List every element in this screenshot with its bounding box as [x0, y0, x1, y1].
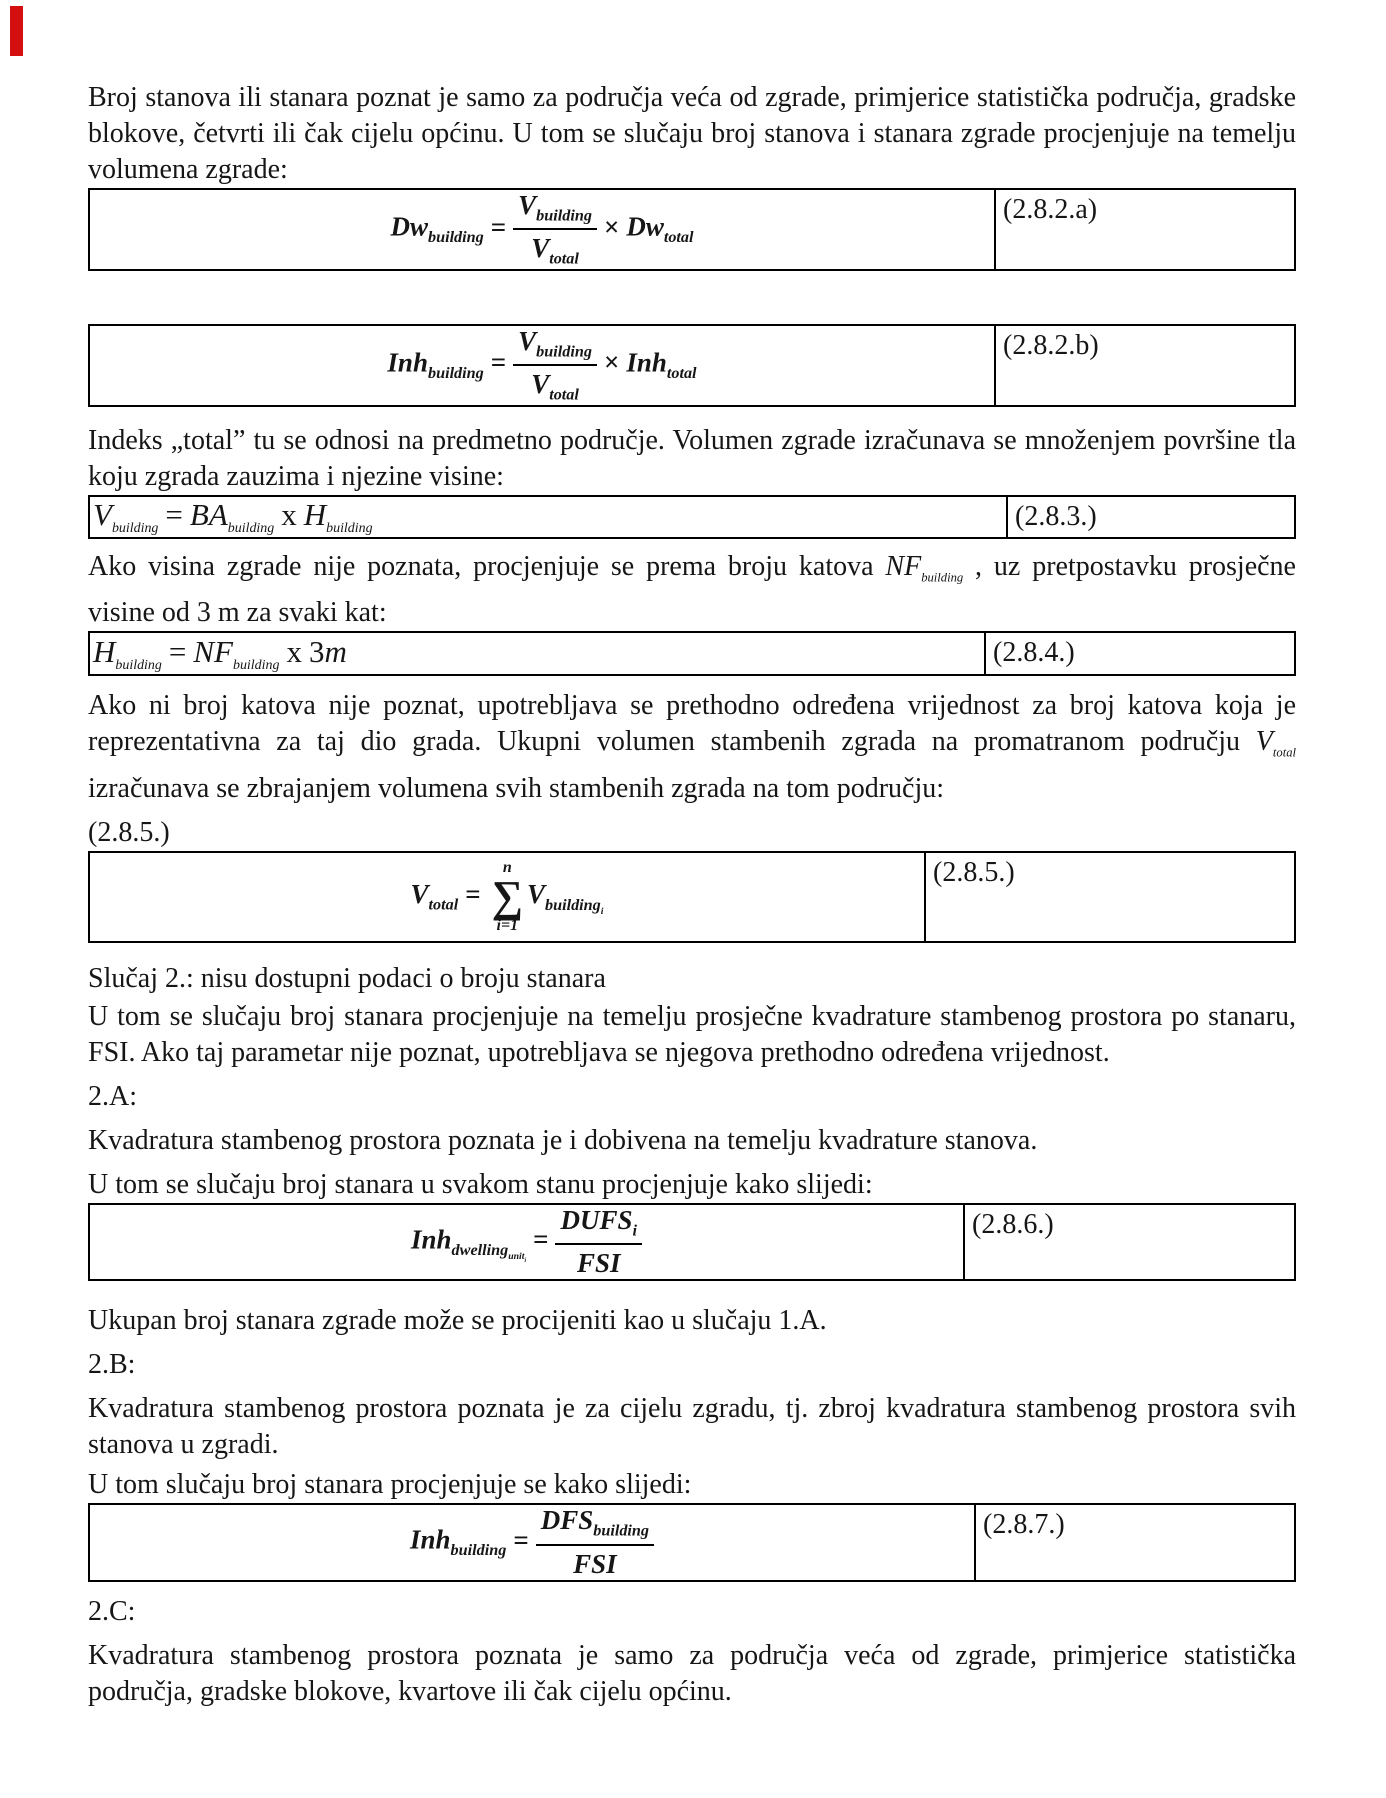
text-segment: , uz pretpostavku prosječne visine od 3 m za svaki kat:	[88, 550, 1296, 629]
math-num-sub: building	[593, 1521, 650, 1540]
math-sub: total	[1272, 745, 1296, 760]
formula-v-building	[90, 497, 1008, 537]
text-segment: Ako ni broj katova nije poznat, upotrebljava se prethodno određena vrijednost za broj katova koja je reprezentativna za taj dio grada. Ukupni volumen stambenih zgrada na promatranom području	[88, 690, 1296, 758]
equals-sign: =	[533, 1224, 549, 1255]
document-content	[88, 80, 1296, 1710]
equals-sign: =	[168, 633, 187, 669]
math-lhs: Inh	[387, 347, 428, 378]
sum-upper-limit: n	[502, 859, 512, 877]
paragraph-u-tom-slucaju: U tom slučaju broj stanara procjenjuje se kako slijedi:	[88, 1469, 692, 1501]
math-t3-sub: building	[326, 520, 373, 536]
math-num: DUFS	[560, 1204, 633, 1235]
text-segment: izračunava se zbrajanjem volumena svih stambenih zgrada na tom području:	[88, 772, 945, 804]
heading-slucaj-2: Slučaj 2.: nisu dostupni podaci o broju stanara	[88, 962, 606, 994]
math-term-sub	[545, 895, 604, 917]
equals-sign: =	[165, 496, 183, 532]
times-sign: ×	[603, 347, 620, 378]
formula-inh-building-volume	[90, 326, 996, 405]
math-t2-sub: building	[232, 657, 280, 673]
formula-inh-building-dfs	[90, 1505, 976, 1579]
inline-math-v-total	[1255, 726, 1296, 760]
paragraph-kvadratura-zgradu: Kvadratura stambenog prostora poznata je za cijelu zgradu, tj. zbroj kvadratura stambenog prostora svih stanova u zgradi.	[88, 1393, 1296, 1461]
math-t2-sub: building	[227, 520, 275, 536]
times-sign: x	[286, 633, 302, 669]
math-term: V	[526, 879, 545, 910]
math-main: NF	[885, 550, 922, 582]
math-t1: H	[93, 633, 116, 669]
times-sign: x	[281, 496, 297, 532]
math-num-sub: building	[536, 206, 592, 225]
math-num: V	[518, 325, 537, 356]
formula-v-total-sum	[90, 853, 926, 941]
math-lhs: Inh	[411, 1224, 452, 1255]
math-num-sub: i	[632, 1221, 637, 1240]
math-den: FSI	[576, 1248, 621, 1279]
math-rhs-sub: total	[666, 363, 697, 382]
equals-sign: =	[490, 211, 507, 242]
math-lhs-subsub	[508, 1251, 526, 1262]
equation-label: (2.8.2.b)	[1003, 329, 1099, 361]
math-lhs-sub: building	[427, 363, 484, 382]
equation-label: (2.8.6.)	[972, 1208, 1054, 1240]
formula-box-2-8-3	[88, 495, 1296, 539]
inline-math-nf-building	[885, 550, 964, 585]
formula-dw-building	[90, 190, 996, 269]
math-den-sub: total	[549, 249, 579, 268]
summation	[492, 860, 523, 934]
math-den: V	[531, 233, 550, 264]
formula-inh-dwelling-unit	[90, 1205, 965, 1279]
paragraph-kvadratura-stanova: Kvadratura stambenog prostora poznata je i dobivena na temelju kvadrature stanova.	[88, 1124, 1038, 1156]
math-lhs-sub-text: dwelling	[451, 1240, 509, 1259]
heading-2a: 2.A:	[88, 1080, 137, 1112]
fraction	[513, 326, 597, 405]
math-main: V	[1255, 726, 1273, 758]
times-sign: ×	[603, 211, 620, 242]
paragraph-kvadratura-kvartove: Kvadratura stambenog prostora poznata je samo za područja veća od zgrade, primjerice statistička područja, gradske blokove, kvartove ili čak cijelu općinu.	[88, 1639, 1296, 1707]
paragraph-intro: Broj stanova ili stanara poznat je samo za područja veća od zgrade, primjerice statistička područja, gradske blokove, četvrti ili čak cijelu općinu. U tom se slučaju broj stanova i stanara zgrade procjenjuje na temelju volumena zgrade:	[88, 82, 1296, 185]
math-den-sub: total	[549, 385, 579, 404]
math-term-sub-text: building	[545, 895, 601, 914]
math-lhs-sub: total	[428, 895, 459, 914]
math-num-sub: building	[536, 342, 592, 361]
equals-sign: =	[490, 347, 507, 378]
math-rhs: Dw	[626, 211, 664, 242]
math-t3: 3	[308, 633, 325, 669]
paragraph-ako-ni-broj	[88, 688, 1296, 807]
formula-box-2-8-4	[88, 631, 1296, 676]
math-term-subsub: i	[600, 905, 604, 917]
math-rhs-sub: total	[663, 227, 694, 246]
sum-lower-limit: i=1	[496, 916, 519, 934]
formula-box-2-8-7	[88, 1503, 1296, 1581]
formula-box-2-8-5	[88, 851, 1296, 943]
math-sub: building	[921, 570, 964, 585]
formula-box-2-8-6	[88, 1203, 1296, 1281]
math-t1-sub: building	[111, 520, 159, 536]
fraction	[555, 1205, 642, 1279]
equation-label: (2.8.3.)	[1015, 500, 1097, 532]
heading-2b: 2.B:	[88, 1349, 136, 1381]
math-t2: BA	[189, 496, 228, 532]
math-num: DFS	[540, 1505, 594, 1536]
math-lhs-sub: building	[450, 1541, 507, 1560]
math-t1-sub: building	[115, 657, 162, 673]
equation-label: (2.8.4.)	[993, 637, 1075, 669]
paragraph-ako-visina	[88, 549, 1296, 632]
equation-number-standalone: (2.8.5.)	[88, 816, 170, 848]
math-den: V	[531, 369, 550, 400]
math-lhs: Inh	[409, 1524, 451, 1555]
sigma-symbol: ∑	[491, 872, 523, 922]
math-t3: H	[303, 496, 327, 532]
formula-h-building	[90, 633, 986, 674]
math-t1: V	[93, 496, 112, 532]
math-lhs-sub: building	[427, 227, 484, 246]
math-lhs: Dw	[390, 211, 428, 242]
paragraph-indeks-total: Indeks „total” tu se odnosi na predmetno područje. Volumen zgrade izračunava se množenjem površine tla koju zgrada zauzima i njezine visine:	[88, 424, 1296, 492]
formula-box-2-8-2-b	[88, 324, 1296, 407]
fraction	[536, 1505, 654, 1579]
equals-sign: =	[465, 879, 481, 910]
math-lhs-subsubsub: i	[524, 1257, 527, 1264]
equation-label: (2.8.7.)	[983, 1509, 1065, 1541]
math-lhs-subsub-text: unit	[508, 1250, 525, 1262]
paragraph-u-tom-svakom-stanu: U tom se slučaju broj stanara u svakom stanu procjenjuje kako slijedi:	[88, 1168, 873, 1200]
equals-sign: =	[513, 1524, 529, 1555]
equation-label: (2.8.5.)	[933, 856, 1015, 888]
paragraph-u-tom-fsi: U tom se slučaju broj stanara procjenjuje na temelju prosječne kvadrature stambenog prostora po stanaru, FSI. Ako taj parametar nije poznat, upotrebljava se njegova prethodno određena vrijednost.	[88, 1000, 1296, 1068]
math-lhs-sub	[451, 1240, 527, 1264]
formula-box-2-8-2-a	[88, 188, 1296, 271]
math-rhs: Inh	[626, 347, 667, 378]
red-edge-mark	[10, 6, 23, 56]
fraction	[513, 190, 597, 269]
math-num: V	[518, 190, 537, 220]
math-t3b: m	[324, 633, 347, 669]
math-den: FSI	[573, 1548, 617, 1579]
math-lhs: V	[410, 879, 429, 910]
text-segment: Ako visina zgrade nije poznata, procjenjuje se prema broju katova	[88, 550, 886, 582]
math-t2: NF	[193, 633, 233, 669]
equation-label: (2.8.2.a)	[1003, 194, 1098, 225]
heading-2c: 2.C:	[88, 1595, 136, 1627]
paragraph-ukupan-broj: Ukupan broj stanara zgrade može se procijeniti kao u slučaju 1.A.	[88, 1305, 827, 1337]
